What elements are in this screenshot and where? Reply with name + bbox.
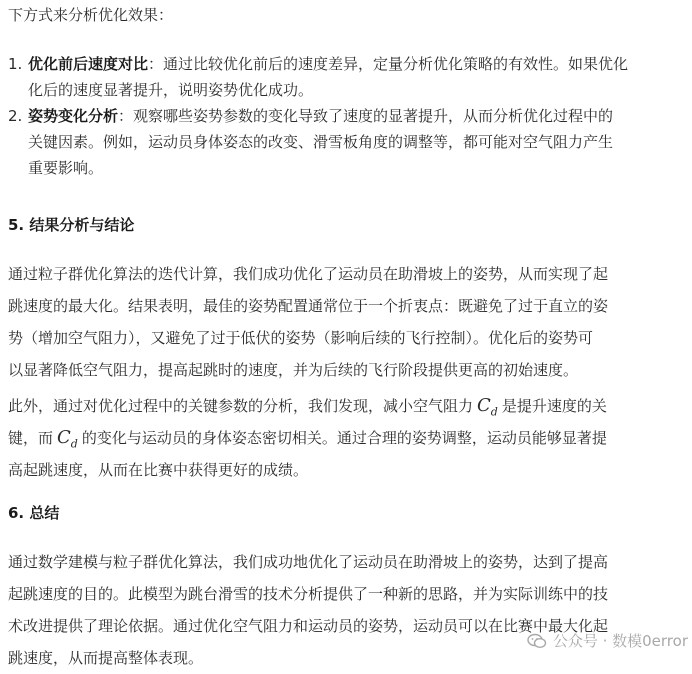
- paragraph-line: 此外，通过对优化过程中的关键参数的分析，我们发现，减小空气阻力 $C_d$ 是提升速度的关: [8, 395, 607, 419]
- drag-coefficient-symbol: $C_d$: [477, 395, 498, 419]
- list-item: [8, 103, 688, 181]
- list-item-text: 关键因素。例如，运动员身体姿态的改变、滑雪板角度的调整等，都可能对空气阻力产生: [28, 133, 614, 151]
- list-number: 2.: [8, 107, 23, 125]
- section-heading: 5. 结果分析与结论: [8, 216, 135, 234]
- paragraph-line: 势（增加空气阻力），又避免了过于低伏的姿势（影响后续的飞行控制）。优化后的姿势可: [8, 329, 594, 347]
- watermark-text: 公众号 · 数模0error: [552, 632, 688, 650]
- paragraph-line: 键，而 $C_d$ 的变化与运动员的身体姿态密切相关。通过合理的姿势调整，运动员能够显著提: [8, 427, 607, 451]
- drag-coefficient-symbol: $C_d$: [57, 427, 78, 451]
- paragraph-line: 术改进提供了理论依据。通过优化空气阻力和运动员的姿势，运动员可以在比赛中最大化起: [8, 617, 609, 635]
- intro-text: 下方式来分析优化效果：: [8, 6, 174, 24]
- list-number: 1.: [8, 55, 23, 73]
- list-item-text: ：观察哪些姿势参数的变化导致了速度的显著提升，从而分析优化过程中的: [118, 107, 614, 125]
- list-item: [8, 51, 688, 103]
- watermark: [527, 630, 688, 651]
- list-item-title: 优化前后速度对比: [28, 55, 149, 73]
- paragraph-line: 高起跳速度，从而在比赛中获得更好的成绩。: [8, 461, 309, 479]
- section-heading: 6. 总结: [8, 504, 60, 522]
- analysis-list: [8, 51, 688, 181]
- paragraph-line: 以显著降低空气阻力，提高起跳时的速度，并为后续的飞行阶段提供更高的初始速度。: [8, 361, 579, 379]
- paragraph-line: 跳速度，从而提高整体表现。: [8, 649, 204, 667]
- list-item-text: ：通过比较优化前后的速度差异，定量分析优化策略的有效性。如果优化: [148, 55, 629, 73]
- paragraph-line: 通过粒子群优化算法的迭代计算，我们成功优化了运动员在助滑坡上的姿势，从而实现了起: [8, 265, 609, 283]
- analysis-paragraph: [8, 390, 688, 486]
- list-item-text: 重要影响。: [28, 159, 104, 177]
- list-item-text: 化后的速度显著提升，说明姿势优化成功。: [28, 81, 314, 99]
- list-item-title: 姿势变化分析: [28, 107, 119, 125]
- paragraph-line: 跳速度的最大化。结果表明，最佳的姿势配置通常位于一个折衷点：既避免了过于直立的姿: [8, 297, 609, 315]
- paragraph-line: 起跳速度的目的。此模型为跳台滑雪的技术分析提供了一种新的思路，并为实际训练中的技: [8, 585, 609, 603]
- results-paragraph: [8, 258, 688, 386]
- wechat-icon: [527, 633, 547, 649]
- paragraph-line: 通过数学建模与粒子群优化算法，我们成功地优化了运动员在助滑坡上的姿势，达到了提高: [8, 553, 609, 571]
